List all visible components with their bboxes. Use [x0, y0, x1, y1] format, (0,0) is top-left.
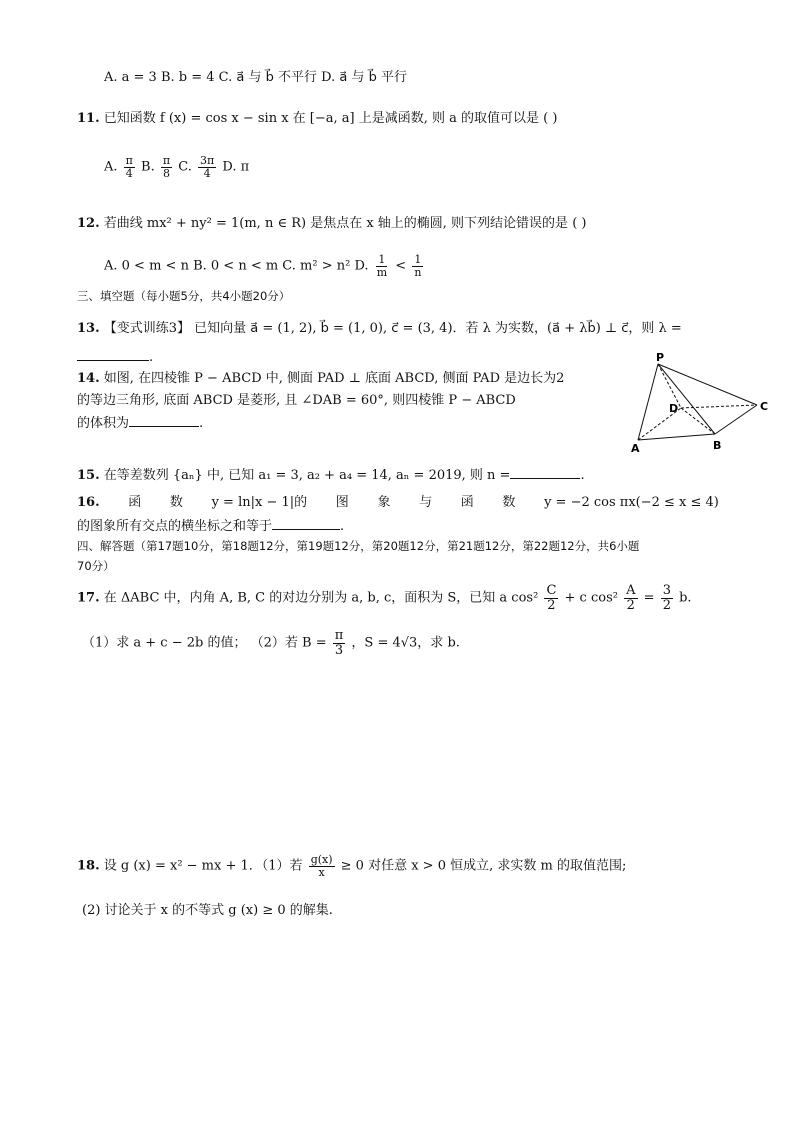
- q17-parts-line: [82, 629, 460, 657]
- q17-part-2: ，S = 4√3，求 b.: [351, 635, 460, 651]
- q13-stem: 【变式训练3】 已知向量 a⃗ = (1, 2), b⃗ = (1, 0), c⃗ = (3, 4)．若 λ 为实数，(a⃗ + λb⃗) ⊥ c⃗，则 λ =: [103, 321, 682, 336]
- q17-b-num: π: [334, 628, 344, 643]
- q16-text-2: 的图象所有交点的横坐标之和等于: [77, 519, 273, 534]
- q16-word-6: 与: [419, 495, 433, 510]
- q11-option-b-label: B.: [141, 159, 155, 175]
- q11-c-denominator: 4: [203, 166, 211, 180]
- q11-b-denominator: 8: [162, 166, 170, 180]
- q18-part-2: (2) 讨论关于 x 的不等式 g (x) ≥ 0 的解集.: [82, 903, 333, 918]
- q11-stem: 已知函数 f (x) = cos x − sin x 在 [−a, a] 上是减函数, 则 a 的取值可以是 ( ): [103, 111, 558, 126]
- edge-pc: [658, 364, 757, 405]
- q17-part-1: （1）求 a + c − 2b 的值； （2）若 B =: [82, 635, 327, 651]
- q11-stem-line: [77, 111, 557, 127]
- q16-word-4: 图: [335, 495, 349, 510]
- label-a: A: [631, 442, 640, 455]
- q14-text-3: 的体积为: [77, 416, 130, 431]
- q12-d-fraction-1: [375, 254, 389, 278]
- q14-number: 14.: [77, 371, 100, 386]
- q18-stem-line: [77, 854, 626, 878]
- q11-option-b-fraction: [161, 155, 172, 179]
- q11-a-numerator: π: [125, 154, 133, 167]
- q12-d-den1: m: [376, 265, 388, 279]
- q14-text-1: 如图, 在四棱锥 P − ABCD 中, 侧面 PAD ⊥ 底面 ABCD, 侧面 PAD 是边长为2: [103, 371, 565, 386]
- q15-number: 15.: [77, 468, 100, 483]
- q17-f3-den: 2: [662, 597, 671, 613]
- q18-stem: 设 g (x) = x² − mx + 1．（1）若: [103, 858, 303, 874]
- section-3-heading: 三、填空题（每小题5分，共4小题20分）: [77, 289, 291, 303]
- q11-option-a-fraction: [124, 155, 135, 179]
- q11-b-numerator: π: [162, 154, 171, 167]
- q16-number: 16.: [77, 495, 100, 510]
- edge-pb: [658, 364, 715, 434]
- q17-f2-num: A: [626, 583, 636, 598]
- q12-d-fraction-2: [412, 254, 423, 278]
- q11-option-c-fraction: [198, 155, 216, 179]
- q16-word-2: 数: [169, 495, 183, 510]
- edge-ab: [638, 434, 715, 440]
- pyramid-figure: [625, 350, 780, 455]
- q14-end-mark: .: [199, 416, 204, 431]
- q12-d-num1: 1: [378, 253, 386, 266]
- q16-word-7: 函: [460, 495, 474, 510]
- q18-f-num: g(x): [310, 853, 333, 866]
- q17-stem: 在 ΔABC 中，内角 A, B, C 的对边分别为 a, b, c，面积为 S，已知 a cos²: [103, 590, 539, 606]
- q15-line: [77, 466, 585, 484]
- q17-b-den: 3: [334, 642, 344, 658]
- q16-word-3: y = ln|x − 1|的: [211, 495, 308, 510]
- q17-stem-line: [77, 584, 692, 612]
- q11-option-c-label: C.: [178, 159, 192, 175]
- q11-option-d: D. π: [222, 159, 250, 175]
- q17-fraction-pi-over-3: [333, 629, 346, 657]
- edge-pa: [638, 364, 658, 440]
- q18-number: 18.: [77, 858, 100, 874]
- label-b: B: [713, 439, 722, 452]
- q17-number: 17.: [77, 590, 100, 606]
- q15-stem: 在等差数列 {aₙ} 中, 已知 a₁ = 3, a₂ + a₄ = 14, aₙ = 2019, 则 n =: [103, 468, 511, 483]
- q12-options: [104, 254, 425, 278]
- q16-word-1: 函: [128, 495, 142, 510]
- edge-db: [681, 408, 715, 434]
- q17-mid: + c cos²: [564, 590, 618, 606]
- q15-end-mark: .: [580, 468, 585, 483]
- q14-answer-blank[interactable]: [129, 414, 199, 427]
- q16-line-1: [77, 495, 719, 511]
- q16-answer-blank[interactable]: [272, 517, 340, 530]
- q17-fraction-c-over-2: [544, 584, 558, 612]
- q11-c-numerator: 3π: [200, 154, 215, 167]
- q16-word-8: 数: [502, 495, 516, 510]
- q17-fraction-a-over-2: [624, 584, 637, 612]
- q16-word-5: 象: [377, 495, 391, 510]
- q13-answer-line: [77, 348, 153, 366]
- q12-options-text: A. 0 < m < n B. 0 < n < m C. m² > n² D.: [104, 258, 369, 274]
- q18-tail: ≥ 0 对任意 x > 0 恒成立, 求实数 m 的取值范围;: [340, 858, 627, 874]
- q17-f1-num: C: [546, 583, 557, 598]
- label-c: C: [760, 400, 769, 413]
- label-p: P: [656, 351, 665, 364]
- q12-d-den2: n: [414, 265, 422, 279]
- q11-number: 11.: [77, 111, 100, 126]
- q17-f3-num: 3: [662, 583, 671, 598]
- q17-f1-den: 2: [547, 597, 556, 613]
- q15-answer-blank[interactable]: [510, 466, 580, 479]
- edge-bc: [715, 405, 757, 434]
- q16-word-9: y = −2 cos πx(−2 ≤ x ≤ 4): [544, 495, 719, 510]
- q14-line-1: [77, 371, 564, 387]
- q13-stem-line: [77, 321, 682, 337]
- q13-number: 13.: [77, 321, 100, 336]
- label-d: D: [669, 402, 679, 415]
- q14-line-2: 的等边三角形, 底面 ABCD 是菱形, 且 ∠DAB = 60°, 则四棱锥 P − ABCD: [77, 393, 516, 408]
- q12-d-less-than: <: [395, 258, 407, 274]
- q12-d-num2: 1: [414, 253, 422, 266]
- q11-a-denominator: 4: [125, 166, 133, 180]
- q10-options: A. a = 3 B. b = 4 C. a⃗ 与 b⃗ 不平行 D. a⃗ 与 b⃗ 平行: [104, 70, 407, 85]
- section-4-heading-line-2: 70分）: [77, 559, 115, 573]
- q13-end-mark: .: [149, 350, 154, 365]
- q12-stem: 若曲线 mx² + ny² = 1(m, n ∈ R) 是焦点在 x 轴上的椭圆, 则下列结论错误的是 ( ): [103, 216, 587, 231]
- q12-stem-line: [77, 216, 586, 232]
- q11-options: [104, 155, 249, 179]
- q18-f-den: x: [318, 865, 325, 879]
- q17-fraction-3-over-2: [661, 584, 673, 612]
- q17-tail: b.: [679, 590, 692, 606]
- q17-equals: =: [643, 590, 655, 606]
- q13-answer-blank[interactable]: [77, 348, 149, 361]
- section-4-heading-line-1: 四、解答题（第17题10分，第18题12分，第19题12分，第20题12分，第21题12分，第22题12分，共6小题: [77, 539, 640, 553]
- q12-number: 12.: [77, 216, 100, 231]
- q14-line-3: [77, 414, 203, 432]
- q11-option-a-label: A.: [104, 159, 118, 175]
- q16-line-2: [77, 517, 344, 535]
- q16-end-mark: .: [340, 519, 345, 534]
- q18-fraction: [309, 854, 335, 878]
- q17-f2-den: 2: [626, 597, 635, 613]
